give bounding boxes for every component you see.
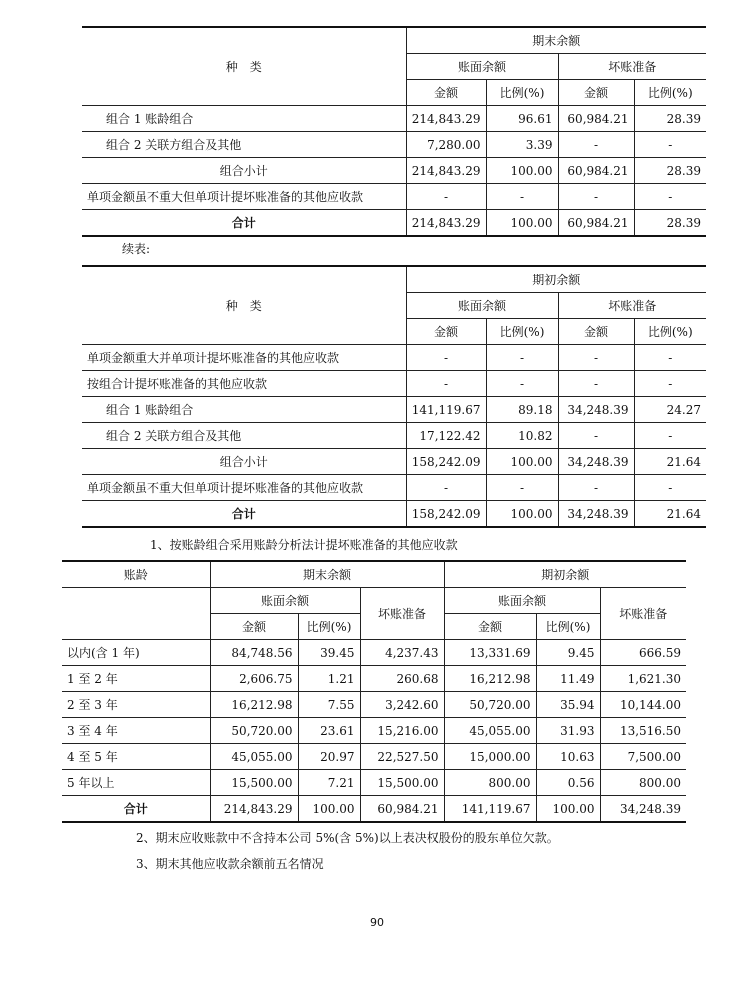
table-row: 单项金额虽不重大但单项计提坏账准备的其他应收款 - - - -	[82, 475, 706, 501]
bad-debt-header: 坏账准备	[558, 293, 706, 319]
kind-header: 种 类	[82, 27, 406, 106]
end-balance-header: 期末余额	[210, 561, 444, 588]
amount-header: 金额	[558, 319, 634, 345]
opening-balance-table	[82, 265, 706, 528]
table-row: 3 至 4 年 50,720.00 23.61 15,216.00 45,055.00 31.93 13,516.50	[62, 718, 686, 744]
table-row: 组合 2 关联方组合及其他 7,280.00 3.39 - -	[82, 132, 706, 158]
note-aging-analysis: 1、按账龄组合采用账龄分析法计提坏账准备的其他应收款	[150, 538, 458, 552]
period-header: 期初余额	[406, 266, 706, 293]
table-row: 组合小计 158,242.09 100.00 34,248.39 21.64	[82, 449, 706, 475]
ratio-header: 比例(%)	[486, 319, 558, 345]
table-row: 组合 2 关联方组合及其他 17,122.42 10.82 - -	[82, 423, 706, 449]
table-row: 1 至 2 年 2,606.75 1.21 260.68 16,212.98 11.49 1,621.30	[62, 666, 686, 692]
total-row: 合计 214,843.29 100.00 60,984.21 28.39	[82, 210, 706, 237]
table-row: 组合小计 214,843.29 100.00 60,984.21 28.39	[82, 158, 706, 184]
amount-header: 金额	[558, 80, 634, 106]
book-balance-header: 账面余额	[406, 293, 558, 319]
book-balance-header: 账面余额	[444, 588, 600, 614]
book-balance-header: 账面余额	[210, 588, 360, 614]
aging-table	[62, 560, 686, 823]
table-row: 单项金额虽不重大但单项计提坏账准备的其他应收款 - - - -	[82, 184, 706, 210]
age-header: 账龄	[62, 561, 210, 588]
bad-debt-header: 坏账准备	[558, 54, 706, 80]
table-row: 2 至 3 年 16,212.98 7.55 3,242.60 50,720.00 35.94 10,144.00	[62, 692, 686, 718]
ratio-header: 比例(%)	[634, 319, 706, 345]
table-row: 4 至 5 年 45,055.00 20.97 22,527.50 15,000.00 10.63 7,500.00	[62, 744, 686, 770]
period-header: 期末余额	[406, 27, 706, 54]
table-row: 组合 1 账龄组合 141,119.67 89.18 34,248.39 24.27	[82, 397, 706, 423]
bad-debt-header: 坏账准备	[360, 588, 444, 640]
continued-label: 续表:	[122, 242, 151, 256]
ratio-header: 比例(%)	[634, 80, 706, 106]
total-row: 合计 158,242.09 100.00 34,248.39 21.64	[82, 501, 706, 528]
amount-header: 金额	[210, 614, 298, 640]
ratio-header: 比例(%)	[486, 80, 558, 106]
amount-header: 金额	[444, 614, 536, 640]
ratio-header: 比例(%)	[298, 614, 360, 640]
ratio-header: 比例(%)	[536, 614, 600, 640]
note-top-five: 3、期末其他应收款余额前五名情况	[136, 857, 324, 871]
bad-debt-header: 坏账准备	[600, 588, 686, 640]
table-row: 按组合计提坏账准备的其他应收款 - - - -	[82, 371, 706, 397]
book-balance-header: 账面余额	[406, 54, 558, 80]
amount-header: 金额	[406, 319, 486, 345]
table-row: 单项金额重大并单项计提坏账准备的其他应收款 - - - -	[82, 345, 706, 371]
kind-header: 种 类	[82, 266, 406, 345]
page-number: 90	[370, 916, 384, 929]
begin-balance-header: 期初余额	[444, 561, 686, 588]
table-row: 以内(含 1 年) 84,748.56 39.45 4,237.43 13,331.69 9.45 666.59	[62, 640, 686, 666]
total-row: 合计 214,843.29 100.00 60,984.21 141,119.67 100.00 34,248.39	[62, 796, 686, 823]
table-row: 5 年以上 15,500.00 7.21 15,500.00 800.00 0.56 800.00	[62, 770, 686, 796]
amount-header: 金额	[406, 80, 486, 106]
ending-balance-table	[82, 26, 706, 237]
table-row: 组合 1 账龄组合 214,843.29 96.61 60,984.21 28.39	[82, 106, 706, 132]
note-shareholder-receivables: 2、期末应收账款中不含持本公司 5%(含 5%)以上表决权股份的股东单位欠款。	[136, 831, 559, 845]
